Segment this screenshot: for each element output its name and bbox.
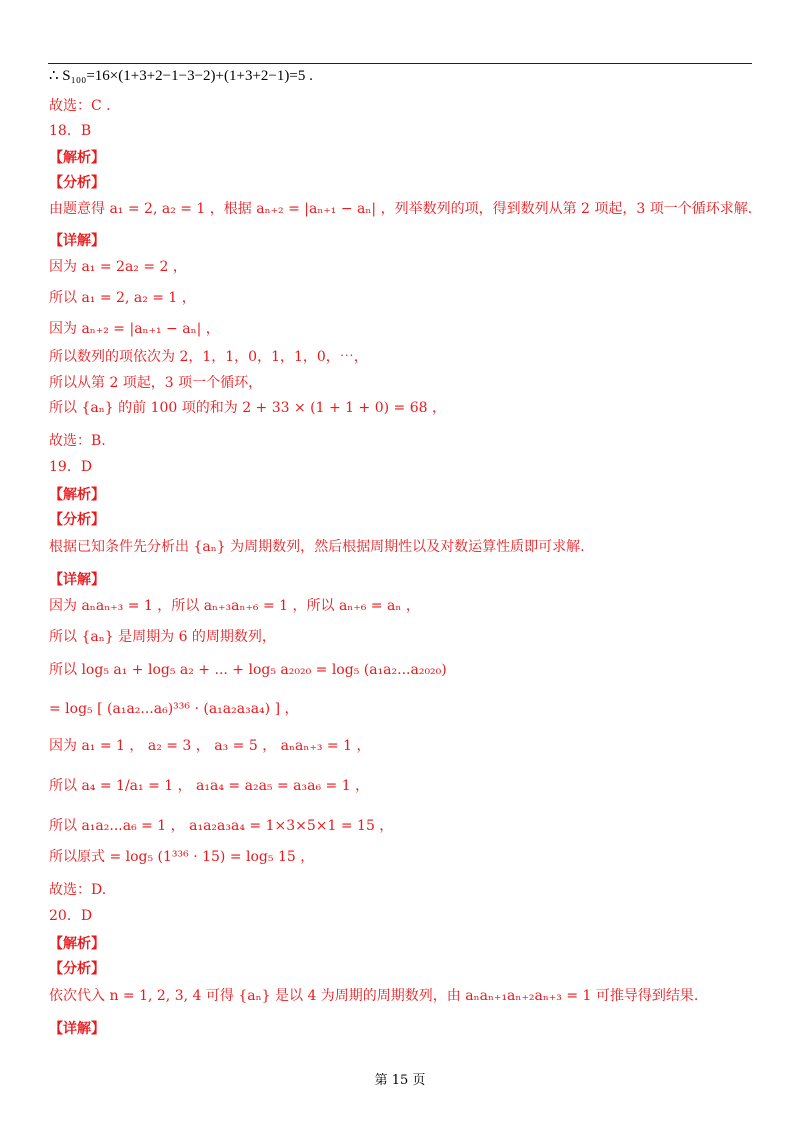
text-line: 20．D (49, 908, 93, 924)
text-line: 所以 {aₙ} 的前 100 项的和为 2 + 33 × (1 + 1 + 0) = 68 ， (49, 400, 446, 416)
text-line: ∴ S₁₀₀=16×(1+3+2−1−3−2)+(1+3+2−1)=5 . (49, 68, 313, 84)
text-line: 【详解】 (49, 233, 105, 249)
text-line: 故选：C . (49, 98, 111, 114)
text-line: 所以从第 2 项起，3 项一个循环， (49, 375, 263, 391)
text-line: 所以原式 = log₅ (1³³⁶ · 15) = log₅ 15 ， (49, 849, 315, 865)
text-line: 由题意得 a₁ = 2, a₂ = 1 ，根据 aₙ₊₂ = |aₙ₊₁ − aₙ| ，列举数列的项，得到数列从第 2 项起，3 项一个循环求解. (49, 201, 753, 217)
header-rule (48, 63, 752, 64)
text-line: 【解析】 (49, 936, 105, 952)
text-line: 所以 a₁a₂...a₆ = 1 ， a₁a₂a₃a₄ = 1×3×5×1 = 15 ， (49, 818, 394, 834)
text-line: = log₅ [ (a₁a₂...a₆)³³⁶ · (a₁a₂a₃a₄) ] ， (49, 701, 299, 717)
page-footer: 第 15 页 (374, 1073, 426, 1088)
text-line: 【解析】 (49, 487, 105, 503)
text-line: 所以 {aₙ} 是周期为 6 的周期数列， (49, 629, 276, 645)
text-line: 【详解】 (49, 572, 105, 588)
text-line: 19．D (49, 459, 93, 475)
text-line: 【分析】 (49, 961, 105, 977)
text-line: 【详解】 (49, 1021, 105, 1037)
text-line: 所以 log₅ a₁ + log₅ a₂ + ... + log₅ a₂₀₂₀ = log₅ (a₁a₂...a₂₀₂₀) (49, 662, 447, 678)
text-line: 因为 aₙaₙ₊₃ = 1 ，所以 aₙ₊₃aₙ₊₆ = 1 ，所以 aₙ₊₆ = aₙ ， (49, 598, 420, 614)
text-line: 因为 a₁ = 1 ， a₂ = 3 ， a₃ = 5 ， aₙaₙ₊₃ = 1 ， (49, 738, 371, 754)
text-line: 故选：B. (49, 433, 106, 449)
text-line: 【分析】 (49, 512, 105, 528)
text-line: 所以 a₁ = 2, a₂ = 1 ， (49, 290, 196, 306)
text-line: 18．B (49, 123, 92, 139)
text-line: 因为 a₁ = 2a₂ = 2 ， (49, 259, 187, 275)
text-line: 所以 a₄ = 1/a₁ = 1 ， a₁a₄ = a₂a₅ = a₃a₆ = 1 ， (49, 778, 370, 794)
text-line: 【解析】 (49, 150, 105, 166)
text-line: 因为 aₙ₊₂ = |aₙ₊₁ − aₙ| ， (49, 321, 220, 337)
text-line: 根据已知条件先分析出 {aₙ} 为周期数列，然后根据周期性以及对数运算性质即可求解. (49, 539, 585, 555)
text-line: 故选：D. (49, 882, 107, 898)
text-line: 依次代入 n = 1, 2, 3, 4 可得 {aₙ} 是以 4 为周期的周期数列，由 aₙaₙ₊₁aₙ₊₂aₙ₊₃ = 1 可推导得到结果. (49, 988, 699, 1004)
text-line: 所以数列的项依次为 2，1，1，0，1，1，0，⋯， (49, 349, 368, 365)
text-line: 【分析】 (49, 175, 105, 191)
